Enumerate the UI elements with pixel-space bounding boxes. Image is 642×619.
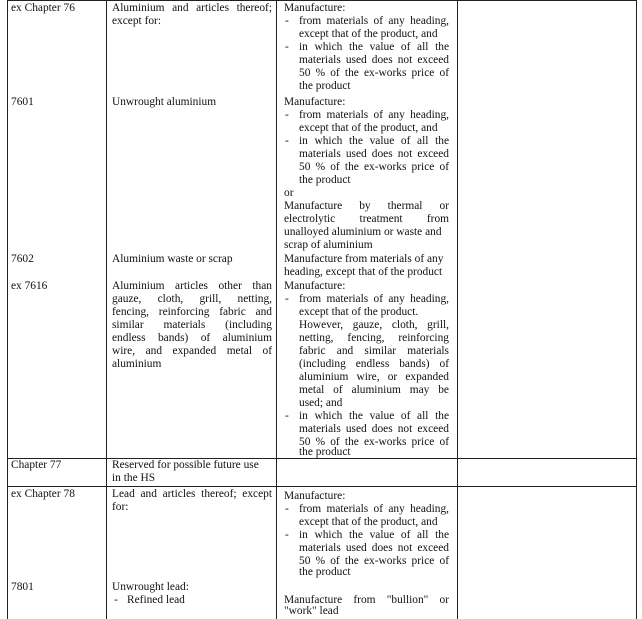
heading-number: Chapter 77: [11, 459, 62, 471]
column-divider: [457, 0, 458, 619]
list-bullet: -: [285, 109, 289, 121]
list-bullet: -: [114, 594, 118, 606]
rule-text: metal of aluminium may be: [299, 384, 449, 396]
rule-text: aluminium wire, or expanded: [299, 371, 449, 383]
row-divider: [7, 486, 637, 487]
row-divider: [7, 0, 637, 1]
heading-number: ex Chapter 76: [11, 2, 75, 14]
rule-text: in which the value of all the: [299, 41, 449, 53]
table-border-right: [636, 0, 637, 619]
rule-text: from materials of any heading,: [299, 15, 449, 27]
rule-text: netting, fencing, reinforcing: [299, 332, 449, 344]
list-bullet: -: [285, 41, 289, 53]
rule-text: "work" lead: [284, 605, 339, 617]
rule-text: 50 % of the ex-works price of: [299, 161, 449, 173]
rule-text: the product: [299, 566, 351, 578]
rule-text: the product: [299, 446, 351, 458]
rule-text: However, gauze, cloth, grill,: [299, 319, 449, 331]
rule-text: except that of the product.: [299, 306, 419, 318]
rule-text: from materials of any heading,: [299, 293, 449, 305]
rule-text: except that of the product, and: [299, 28, 438, 40]
rule-text: Manufacture by thermal or: [284, 200, 449, 212]
rule-text: materials used does not exceed: [299, 148, 449, 160]
rule-text: except that of the product, and: [299, 516, 438, 528]
rule-text: unalloyed aluminium or waste and: [284, 226, 442, 238]
product-description: aluminium: [112, 358, 162, 370]
product-description: fencing, reinforcing fabric and: [112, 306, 272, 318]
rule-text: 50 % of the ex-works price of: [299, 67, 449, 79]
table-border-left: [7, 0, 8, 619]
rule-text: 50 % of the ex-works price of: [299, 436, 449, 448]
product-description: Unwrought lead:: [112, 581, 189, 593]
column-divider: [276, 0, 277, 619]
column-divider: [106, 0, 107, 619]
product-description: wire, and expanded metal of: [112, 345, 272, 357]
rule-text: used; and: [299, 397, 343, 409]
rule-text: materials used does not exceed: [299, 54, 449, 66]
heading-number: 7601: [11, 96, 34, 108]
product-description: except for:: [112, 15, 162, 27]
list-bullet: -: [285, 293, 289, 305]
product-description: gauze, cloth, grill, netting,: [112, 293, 272, 305]
rule-text: the product: [299, 174, 351, 186]
rule-text: scrap of aluminium: [284, 239, 373, 251]
product-description: for:: [112, 501, 129, 513]
product-description: similar materials (including: [112, 319, 272, 331]
heading-number: ex 7616: [11, 280, 48, 292]
heading-number: ex Chapter 78: [11, 488, 75, 500]
product-description: Lead and articles thereof; except: [112, 488, 272, 500]
list-bullet: -: [285, 529, 289, 541]
rule-text: in which the value of all the: [299, 135, 449, 147]
rule-text: in which the value of all the: [299, 529, 449, 541]
rule-text: 50 % of the ex-works price of: [299, 555, 449, 567]
rule-text: materials used does not exceed: [299, 423, 449, 435]
rule-text: materials used does not exceed: [299, 542, 449, 554]
rule-text: Manufacture:: [284, 96, 346, 108]
product-description: Reserved for possible future use: [112, 459, 259, 471]
list-bullet: -: [285, 135, 289, 147]
rule-text: except that of the product, and: [299, 122, 438, 134]
list-bullet: -: [285, 503, 289, 515]
heading-number: 7801: [11, 581, 34, 593]
rule-text: fabric and similar materials: [299, 345, 449, 357]
rule-text: (including endless bands) of: [299, 358, 449, 370]
list-bullet: -: [285, 410, 289, 422]
rule-text: the product: [299, 80, 351, 92]
product-description: endless bands) of aluminium: [112, 332, 272, 344]
list-bullet: -: [285, 15, 289, 27]
rule-text: from materials of any heading,: [299, 109, 449, 121]
rule-text: heading, except that of the product: [284, 266, 443, 278]
rule-text: Manufacture from materials of any: [284, 253, 444, 265]
rule-text: in which the value of all the: [299, 410, 449, 422]
product-description: Unwrought aluminium: [112, 96, 217, 108]
product-description: Aluminium and articles thereof;: [112, 2, 272, 14]
rule-text: from materials of any heading,: [299, 503, 449, 515]
heading-number: 7602: [11, 253, 34, 265]
rule-text: electrolytic treatment from: [284, 213, 449, 225]
product-description: Refined lead: [127, 594, 185, 606]
rule-text: Manufacture from "bullion" or: [284, 594, 449, 606]
rule-text: Manufacture:: [284, 490, 346, 502]
rule-text: or: [284, 187, 294, 199]
rule-text: Manufacture:: [284, 2, 346, 14]
product-description: Aluminium articles other than: [112, 280, 272, 292]
rule-text: Manufacture:: [284, 280, 346, 292]
product-description: in the HS: [112, 472, 156, 484]
product-description: Aluminium waste or scrap: [112, 253, 233, 265]
